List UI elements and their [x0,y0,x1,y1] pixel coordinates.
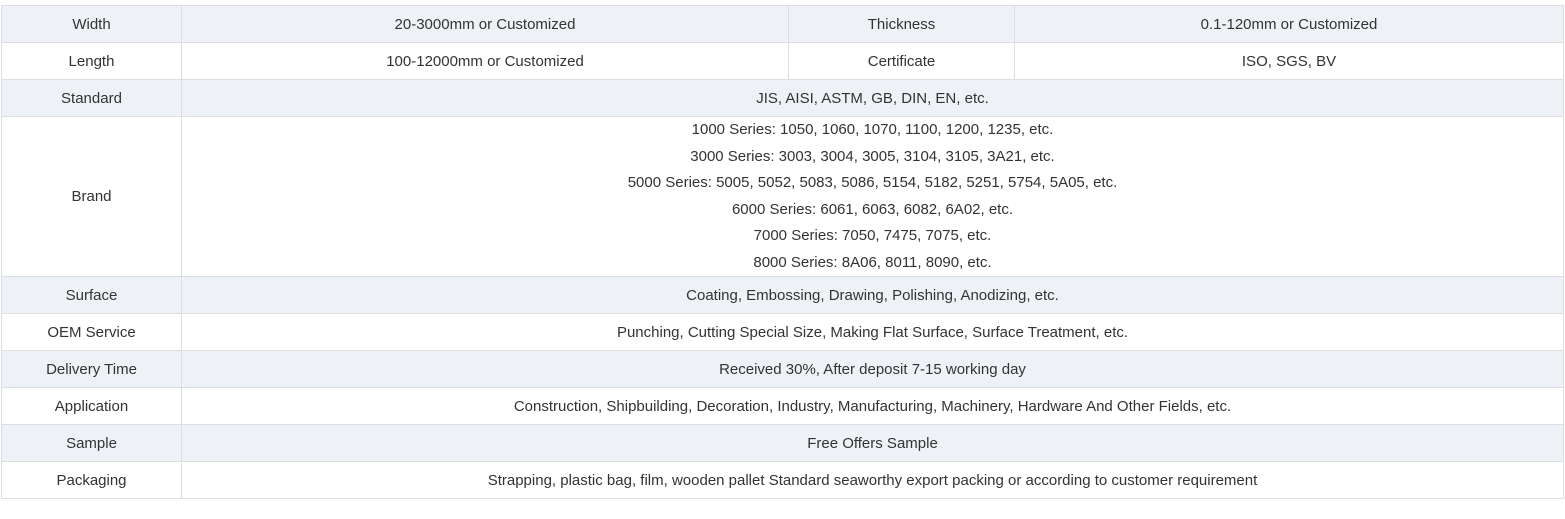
table-row [2,351,1564,388]
table-row [2,43,1564,80]
spec-label-sample: Sample [2,425,182,462]
brand-series-8000: 8000 Series: 8A06, 8011, 8090, etc. [753,253,992,271]
spec-label-application: Application [2,388,182,425]
spec-label-width: Width [2,6,182,43]
spec-label-surface: Surface [2,277,182,314]
brand-series-3000: 3000 Series: 3003, 3004, 3005, 3104, 3105, 3A21, etc. [690,147,1055,165]
spec-value-thickness: 0.1-120mm or Customized [1015,6,1564,43]
spec-value-oem-service: Punching, Cutting Special Size, Making Flat Surface, Surface Treatment, etc. [182,314,1564,351]
spec-value-standard: JIS, AISI, ASTM, GB, DIN, EN, etc. [182,80,1564,117]
spec-value-length: 100-12000mm or Customized [182,43,789,80]
spec-label-oem-service: OEM Service [2,314,182,351]
spec-value-packaging: Strapping, plastic bag, film, wooden pallet Standard seaworthy export packing or according to customer requirement [182,462,1564,499]
spec-value-width: 20-3000mm or Customized [182,6,789,43]
table-row [2,388,1564,425]
brand-series-5000: 5000 Series: 5005, 5052, 5083, 5086, 5154, 5182, 5251, 5754, 5A05, etc. [627,174,1118,191]
spec-label-length: Length [2,43,182,80]
spec-label-packaging: Packaging [2,462,182,499]
spec-label-certificate: Certificate [789,43,1015,80]
table-row [2,314,1564,351]
spec-value-application: Construction, Shipbuilding, Decoration, Industry, Manufacturing, Machinery, Hardware And Other Fields, etc. [182,388,1564,425]
table-row [2,277,1564,314]
spec-value-certificate: ISO, SGS, BV [1015,43,1564,80]
table-row [2,425,1564,462]
spec-value-sample: Free Offers Sample [182,425,1564,462]
spec-value-brand [182,117,1564,277]
spec-label-brand: Brand [2,117,182,277]
brand-series-7000: 7000 Series: 7050, 7475, 7075, etc. [753,227,992,244]
spec-value-delivery-time: Received 30%, After deposit 7-15 working day [182,351,1564,388]
table-row [2,462,1564,499]
brand-series-1000: 1000 Series: 1050, 1060, 1070, 1100, 1200, 1235, etc. [691,121,1054,138]
spec-label-thickness: Thickness [789,6,1015,43]
table-row [2,6,1564,43]
table-row [2,117,1564,277]
product-spec-table [1,5,1564,499]
spec-value-surface: Coating, Embossing, Drawing, Polishing, Anodizing, etc. [182,277,1564,314]
spec-label-delivery-time: Delivery Time [2,351,182,388]
spec-label-standard: Standard [2,80,182,117]
table-row [2,80,1564,117]
brand-series-6000: 6000 Series: 6061, 6063, 6082, 6A02, etc. [731,200,1014,218]
